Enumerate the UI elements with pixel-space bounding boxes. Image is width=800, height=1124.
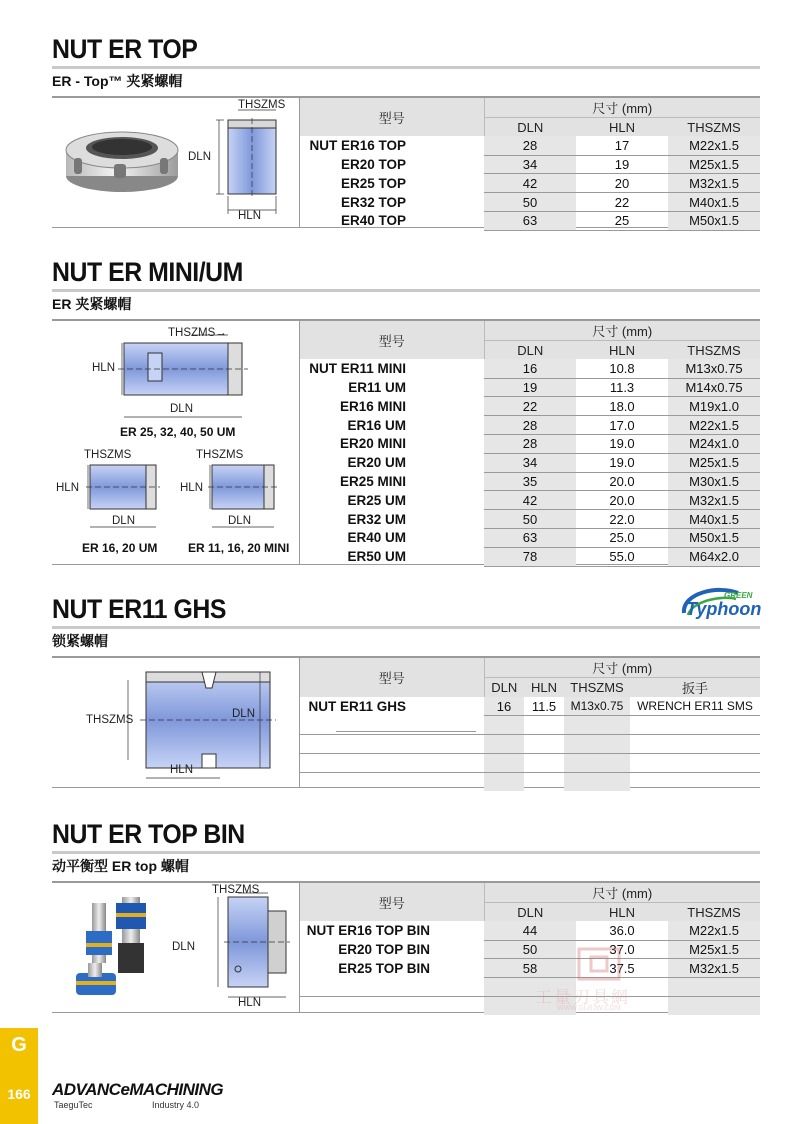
header-hln: HLN (524, 678, 564, 698)
header-thszms: THSZMS (668, 118, 760, 137)
header-thszms: THSZMS (668, 903, 760, 922)
table-row: ER16 MINI 22 18.0 M19x1.0 (300, 397, 760, 416)
section-title: NUT ER MINI/UM (52, 257, 243, 287)
label-dln: DLN (170, 403, 194, 415)
typhoon-name: Typhoon (686, 599, 762, 619)
table-row: ER50 UM 78 55.0 M64x2.0 (300, 547, 760, 566)
header-dimensions: 尺寸 (mm) (484, 883, 760, 903)
label-dln-right: DLN (228, 515, 252, 527)
figure-er11-ghs (52, 658, 300, 787)
header-model: 型号 (300, 98, 484, 136)
watermark-url: WWW.GLRJW.COM (557, 1005, 621, 1012)
table-row: ER32 TOP 50 22 M40x1.5 (300, 193, 760, 212)
section-rule (52, 66, 760, 69)
block-er-top (52, 96, 760, 228)
watermark-logo-icon (575, 945, 635, 981)
table-row: ER25 MINI 35 20.0 M30x1.5 (300, 472, 760, 491)
label-thszms: THSZMS (238, 99, 286, 111)
label-hln: HLN (238, 997, 262, 1009)
watermark-text: 工量刃具網 (535, 988, 630, 1007)
section-subtitle: 锁紧螺帽 (52, 633, 108, 649)
header-thszms: THSZMS (564, 678, 630, 698)
section-er-top-bin (52, 819, 760, 875)
block-er-mini (52, 319, 760, 565)
spec-table-er-top-bin (300, 883, 760, 1015)
section-er-mini (52, 257, 760, 313)
header-dimensions: 尺寸 (mm) (484, 321, 760, 341)
er-mini-nut-drawings (52, 321, 300, 565)
table-row: ER16 UM 28 17.0 M22x1.5 (300, 416, 760, 435)
label-dln: DLN (232, 708, 256, 720)
section-er11-ghs (52, 594, 760, 650)
label-thszms-left: THSZMS (84, 449, 132, 461)
table-row: NUT ER16 TOP BIN 44 36.0 M22x1.5 (300, 921, 760, 940)
header-dimensions: 尺寸 (mm) (484, 98, 760, 118)
label-hln: HLN (170, 764, 194, 776)
header-hln: HLN (576, 903, 668, 922)
label-dln: DLN (188, 151, 212, 163)
header-model: 型号 (300, 321, 484, 359)
logo-brand: TaeguTec (54, 1100, 93, 1110)
logo-wordmark: ADVANCeMACHINING (52, 1080, 224, 1099)
table-row: ER11 UM 19 11.3 M14x0.75 (300, 378, 760, 397)
empty-row (300, 996, 760, 1015)
section-title: NUT ER TOP BIN (52, 819, 245, 849)
table-row: ER25 TOP 42 20 M32x1.5 (300, 174, 760, 193)
footer-logo (52, 1080, 222, 1114)
header-hln: HLN (576, 341, 668, 360)
header-model: 型号 (300, 658, 484, 697)
label-hln-right: HLN (180, 482, 204, 494)
table-row: ER20 TOP 34 19 M25x1.5 (300, 155, 760, 174)
label-dln: DLN (172, 941, 196, 953)
header-dimensions: 尺寸 (mm) (484, 658, 760, 678)
section-title: NUT ER11 GHS (52, 594, 226, 624)
watermark (535, 945, 675, 1015)
empty-row (300, 978, 760, 997)
table-row: ER25 UM 42 20.0 M32x1.5 (300, 491, 760, 510)
label-hln: HLN (92, 362, 116, 374)
section-letter: G (11, 1034, 27, 1056)
caption-big: ER 25, 32, 40, 50 UM (120, 425, 236, 439)
table-row: ER20 TOP BIN 50 37.0 M25x1.5 (300, 940, 760, 959)
label-hln-left: HLN (56, 482, 80, 494)
section-title: NUT ER TOP (52, 34, 198, 64)
logo-tagline: Industry 4.0 (152, 1100, 200, 1110)
figure-er-top (52, 98, 300, 227)
label-hln: HLN (238, 210, 262, 222)
section-er-top (52, 34, 760, 90)
header-dln: DLN (484, 678, 524, 698)
caption-right: ER 11, 16, 20 MINI (188, 541, 290, 555)
header-dln: DLN (484, 118, 576, 137)
table-row: NUT ER11 GHS 16 11.5 M13x0.75 WRENCH ER11 SMS (300, 697, 760, 716)
table-row: NUT ER11 MINI 16 10.8 M13x0.75 (300, 359, 760, 378)
header-hln: HLN (576, 118, 668, 137)
spec-table-er-mini (300, 321, 760, 567)
section-subtitle: 动平衡型 ER top 螺帽 (52, 858, 189, 874)
block-er11-ghs (52, 656, 760, 788)
page-number: 166 (7, 1086, 31, 1102)
header-dln: DLN (484, 903, 576, 922)
empty-row (300, 753, 760, 772)
header-model: 型号 (300, 883, 484, 921)
label-thszms: THSZMS (212, 884, 260, 896)
section-subtitle: ER - Top™ 夹紧螺帽 (52, 73, 183, 89)
table-row: ER32 UM 50 22.0 M40x1.5 (300, 510, 760, 529)
typhoon-logo (678, 583, 762, 623)
table-row: ER20 UM 34 19.0 M25x1.5 (300, 453, 760, 472)
er-top-nut-photo (52, 98, 300, 228)
spec-table-er11-ghs (300, 658, 760, 791)
section-rule (52, 851, 760, 854)
label-dln-left: DLN (112, 515, 136, 527)
table-row: NUT ER16 TOP 28 17 M22x1.5 (300, 136, 760, 155)
table-row: ER40 TOP 63 25 M50x1.5 (300, 211, 760, 230)
section-rule (52, 289, 760, 292)
label-thszms: THSZMS→ (168, 327, 227, 339)
label-thszms-right: THSZMS (196, 449, 244, 461)
table-row: ER25 TOP BIN 58 37.5 M32x1.5 (300, 959, 760, 978)
typhoon-green: GREEN (724, 591, 753, 600)
table-row: ER20 MINI 28 19.0 M24x1.0 (300, 434, 760, 453)
spec-table-er-top (300, 98, 760, 231)
figure-er-mini (52, 321, 300, 564)
table-row: ER40 UM 63 25.0 M50x1.5 (300, 528, 760, 547)
header-thszms: THSZMS (668, 341, 760, 360)
section-subtitle: ER 夹紧螺帽 (52, 296, 132, 312)
caption-left: ER 16, 20 UM (82, 541, 158, 555)
section-rule (52, 626, 760, 629)
header-dln: DLN (484, 341, 576, 360)
empty-row (300, 735, 760, 754)
header-wrench: 扳手 (630, 678, 760, 698)
label-thszms: THSZMS (86, 714, 134, 726)
figure-er-top-bin (52, 883, 300, 1012)
empty-row (300, 772, 760, 791)
empty-row (300, 716, 760, 735)
